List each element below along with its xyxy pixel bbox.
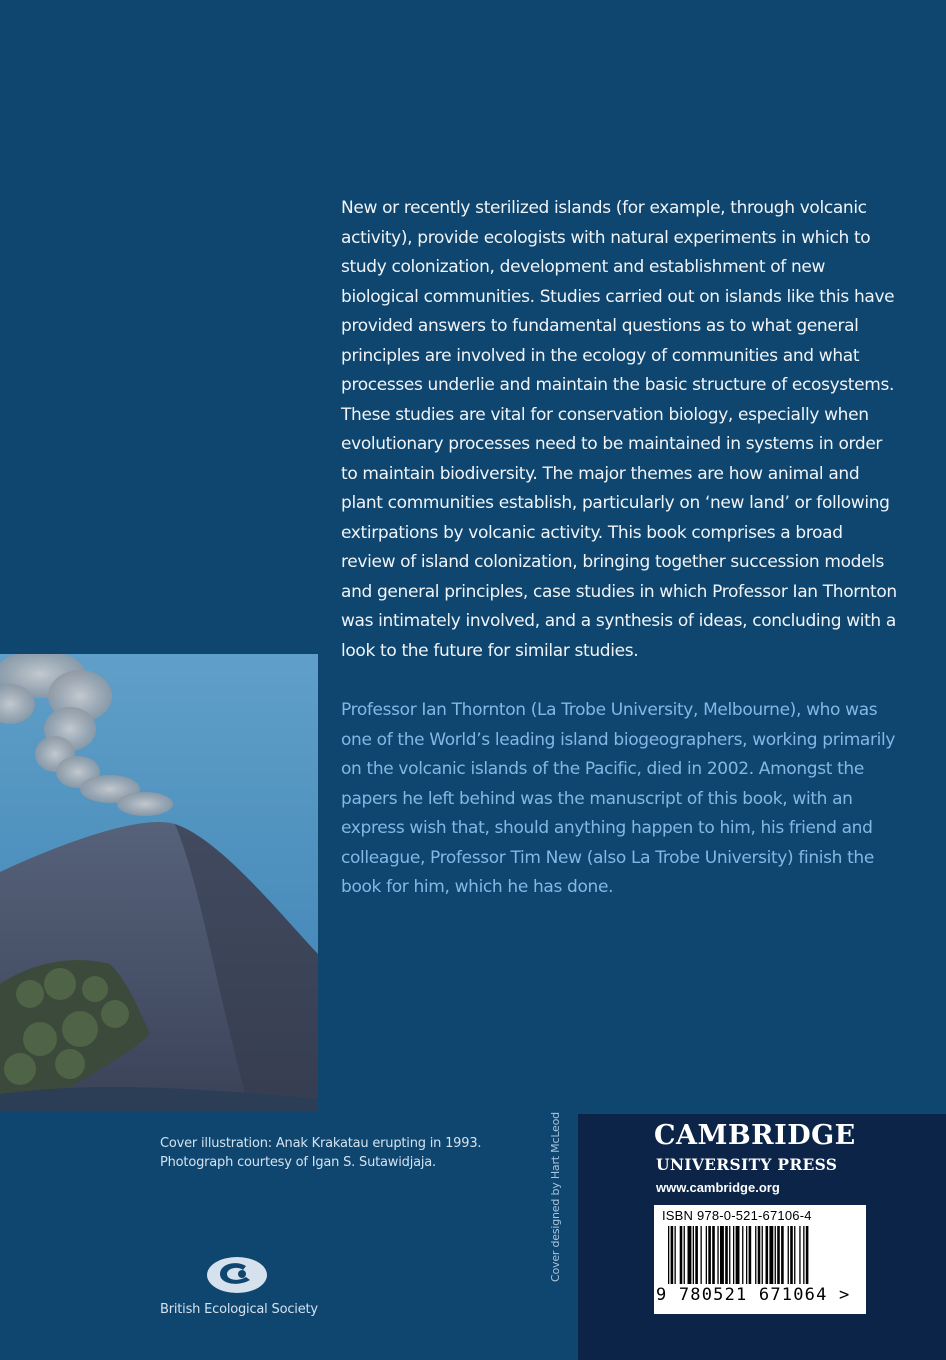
barcode-bars: [658, 1226, 862, 1286]
barcode-bar: [766, 1226, 769, 1284]
cover-photo-volcano: [0, 654, 318, 1111]
barcode-bar: [758, 1226, 761, 1284]
british-ecological-society-logo: [206, 1256, 268, 1294]
cover-caption: [160, 1134, 520, 1172]
barcode-bar: [742, 1226, 743, 1284]
barcode-bar: [803, 1226, 804, 1284]
barcode-bar: [788, 1226, 789, 1284]
barcode-bar: [701, 1226, 702, 1284]
barcode-bar: [720, 1226, 724, 1284]
barcode-bar: [706, 1226, 707, 1284]
isbn-barcode: [654, 1205, 866, 1314]
barcode-bar: [693, 1226, 694, 1284]
publisher-website: www.cambridge.org: [656, 1180, 780, 1195]
society-name: British Ecological Society: [160, 1302, 318, 1317]
publisher-subname: UNIVERSITY PRESS: [656, 1155, 838, 1174]
barcode-bar: [708, 1226, 711, 1284]
isbn-label: ISBN 978-0-521-67106-4: [662, 1208, 812, 1223]
barcode-bar: [733, 1226, 734, 1284]
barcode-bar: [777, 1226, 780, 1284]
barcode-bar: [684, 1226, 685, 1284]
barcode-bar: [794, 1226, 795, 1284]
barcode-bar: [755, 1226, 756, 1284]
barcode-bar: [729, 1226, 730, 1284]
barcode-bar: [695, 1226, 698, 1284]
barcode-bar: [725, 1226, 728, 1284]
barcode-bar: [806, 1226, 809, 1284]
barcode-bar: [799, 1226, 800, 1284]
publisher-name: CAMBRIDGE: [654, 1120, 856, 1151]
publisher-panel: [578, 1114, 946, 1360]
barcode-digits: 9 780521 671064 >: [656, 1285, 851, 1305]
barcode-bar: [688, 1226, 692, 1284]
barcode-bar: [712, 1226, 715, 1284]
caption-line-2: Photograph courtesy of Igan S. Sutawidjaja.: [160, 1155, 436, 1170]
barcode-bar: [790, 1226, 793, 1284]
barcode-bar: [671, 1226, 674, 1284]
barcode-bar: [746, 1226, 747, 1284]
cover-designer-credit: Cover designed by Hart McLeod: [549, 1112, 562, 1282]
barcode-bar: [736, 1226, 740, 1284]
caption-line-1: Cover illustration: Anak Krakatau erupting in 1993.: [160, 1136, 482, 1151]
barcode-bar: [775, 1226, 776, 1284]
barcode-bar: [717, 1226, 718, 1284]
author-bio: Professor Ian Thornton (La Trobe University, Melbourne), who was one of the World’s leading island biogeographers, working primarily on the volcanic islands of the Pacific, died in 2002. Amongst the papers he left behind was the manuscript of this book, with an express wish that, should anything happen to him, his friend and colleague, Professor Tim New (also La Trobe University) finish the book for him, which he has done.: [341, 700, 896, 897]
book-description: New or recently sterilized islands (for example, through volcanic activity), provide ecologists with natural experiments in which to study colonization, development and establishment of new biological communities. Studies carried out on islands like this have provided answers to fundamental questions as to what general principles are involved in the ecology of communities and what processes underlie and maintain the basic structure of ecosystems. These studies are vital for conservation biology, especially when evolutionary processes need to be maintained in systems in order to maintain biodiversity. The major themes are how animal and plant communities establish, particularly on ‘new land’ or following extirpations by volcanic activity. This book comprises a broad review of island colonization, bringing together succession models and general principles, case studies in which Professor Ian Thornton was intimately involved, and a synthesis of ideas, concluding with a look to the future for similar studies.: [341, 198, 897, 661]
barcode-bar: [762, 1226, 763, 1284]
barcode-bar: [680, 1226, 683, 1284]
barcode-bar: [769, 1226, 773, 1284]
barcode-bar: [675, 1226, 676, 1284]
barcode-bar: [781, 1226, 784, 1284]
barcode-bar: [749, 1226, 752, 1284]
barcode-bar: [668, 1226, 669, 1284]
